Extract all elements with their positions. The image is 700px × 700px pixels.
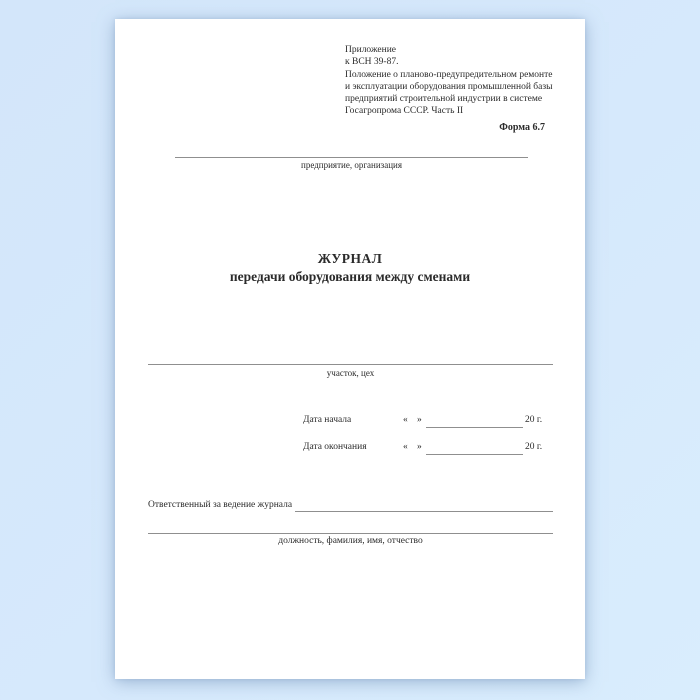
header-line: к ВСН 39-87. (345, 57, 399, 68)
header-line: Госагропрома СССР. Часть II (345, 106, 464, 117)
header-line: и эксплуатации оборудования промышленной базы (345, 81, 553, 92)
page-subtitle: передачи оборудования между сменами (229, 268, 471, 284)
document-page (115, 19, 585, 679)
form-number: Форма 6.7 (499, 122, 545, 133)
responsible-row (148, 499, 553, 512)
organization-caption: предприятие, организация (301, 160, 402, 170)
responsible-caption: должность, фамилия, имя, отчество (278, 536, 423, 546)
close-quote: » (417, 442, 422, 452)
start-date-row (115, 415, 585, 429)
end-date-label: Дата окончания (303, 442, 367, 452)
close-quote: » (417, 415, 422, 425)
header-line: предприятий строительной индустрии в системе (345, 94, 543, 105)
header-line: Положение о планово-предупредительном ремонте (345, 69, 553, 80)
appendix-header (345, 44, 559, 118)
title-block (115, 250, 585, 285)
end-date-row (115, 442, 585, 456)
start-date-fill-line (426, 415, 523, 428)
responsible-label: Ответственный за ведение журнала (148, 500, 293, 510)
open-quote: « (403, 442, 408, 452)
end-date-year: 20 г. (525, 442, 543, 452)
page-title: ЖУРНАЛ (317, 251, 383, 266)
section-caption: участок, цех (326, 368, 375, 378)
organization-fill-line (175, 145, 528, 158)
start-date-label: Дата начала (303, 415, 352, 425)
responsible-fill-line (295, 499, 553, 512)
end-date-fill-line (426, 442, 523, 455)
responsible-fill-line-2 (148, 521, 553, 534)
open-quote: « (403, 415, 408, 425)
section-fill-line (148, 352, 553, 365)
start-date-year: 20 г. (525, 415, 543, 425)
header-line: Приложение (345, 45, 396, 55)
